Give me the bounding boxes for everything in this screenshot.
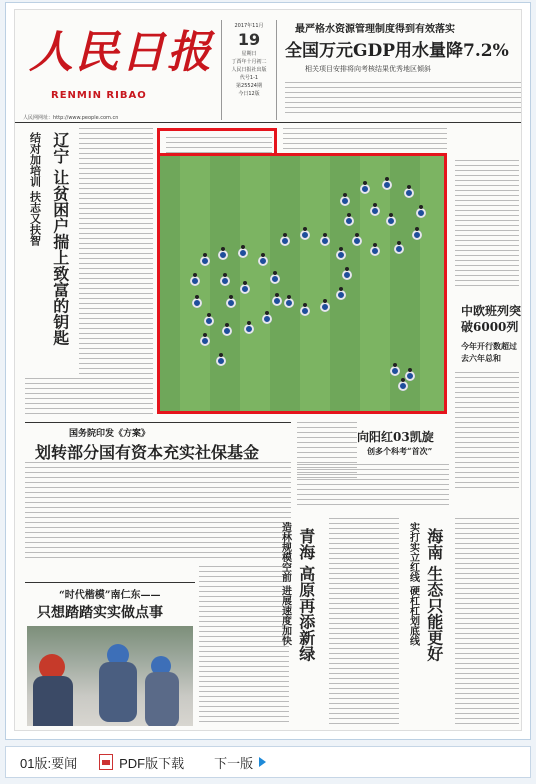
next-page-label: 下一版 xyxy=(214,755,254,771)
date-top: 2017年11月 xyxy=(234,23,264,29)
model-kicker: “时代楷模”南仁东—— xyxy=(59,590,161,601)
policy-headline[interactable]: 划转部分国有资本充实社保基金 xyxy=(35,443,260,462)
qinghai-body xyxy=(329,518,399,728)
qinghai-headline[interactable]: 青海 高原再添新绿 xyxy=(296,528,316,662)
mid-story-headline[interactable]: 向阳红03凯旋 xyxy=(357,430,434,444)
main-photo[interactable] xyxy=(157,153,447,414)
left-story-headline[interactable]: 辽宁 让贫困户揣上致富的钥匙 xyxy=(50,132,70,346)
pdf-download-label: PDF版下载 xyxy=(119,755,185,771)
newspaper-frame xyxy=(5,2,531,740)
top-story-body xyxy=(285,82,521,120)
masthead-pinyin: RENMIN RIBAO xyxy=(51,90,147,101)
model-headline[interactable]: 只想踏踏实实做点事 xyxy=(37,605,163,621)
right-box-body xyxy=(455,372,519,492)
pdf-icon xyxy=(99,754,113,770)
model-photo[interactable] xyxy=(27,626,193,726)
right-column-body xyxy=(455,160,519,290)
info-code: 代号1-1 xyxy=(239,75,259,81)
mid-story-sub: 创多个科考“首次” xyxy=(367,446,433,456)
hainan-headline[interactable]: 海南 生态只能更好 xyxy=(424,528,444,662)
policy-body xyxy=(25,462,291,562)
next-page-link[interactable] xyxy=(208,747,272,777)
page-toolbar xyxy=(5,746,531,778)
masthead-url: 人民网网址：http://www.people.com.cn xyxy=(23,115,119,121)
policy-kicker: 国务院印发《方案》 xyxy=(69,429,151,439)
page-select[interactable] xyxy=(14,747,83,777)
left-story-body-2 xyxy=(25,378,153,418)
info-publisher: 人民日报社出版 xyxy=(231,67,267,73)
left-story-side: 结对加培训 扶志又扶智 xyxy=(28,132,42,246)
mid-story-body xyxy=(297,464,449,510)
arrow-right-icon xyxy=(259,757,266,767)
top-story-headline[interactable]: 全国万元GDP用水量降7.2% xyxy=(285,41,509,61)
date-weekday: 星期日 xyxy=(241,51,257,57)
pdf-download-link[interactable] xyxy=(93,747,190,777)
date-day: 19 xyxy=(237,30,261,49)
page-select-label: 01版:要闻 xyxy=(20,755,78,771)
newspaper-page[interactable] xyxy=(14,9,522,731)
right-box-sub: 今年开行数超过去六年总和 xyxy=(461,341,517,363)
right-box-headline[interactable]: 中欧班列突破6000列 xyxy=(461,304,522,334)
date-box xyxy=(221,20,277,120)
masthead-divider xyxy=(15,122,522,123)
left-story-body xyxy=(79,128,153,378)
hainan-body xyxy=(455,518,519,728)
hainan-side: 实打实立红线 硬杠杠划底线 xyxy=(407,522,419,646)
qinghai-side: 造林规模空前 进展速度加快 xyxy=(279,522,291,646)
info-pages: 今日12版 xyxy=(238,91,260,97)
photo-side-text xyxy=(283,128,447,154)
date-lunar: 丁酉年十月初二 xyxy=(231,59,267,65)
top-story-kicker: 最严格水资源管理制度得到有效落实 xyxy=(295,24,455,35)
model-body xyxy=(199,566,289,726)
masthead-logo: 人民日报 xyxy=(29,27,213,78)
top-story-sub: 相关项目安排将向考核结果优秀地区倾斜 xyxy=(305,65,431,73)
info-issue: 第25524期 xyxy=(236,83,262,89)
